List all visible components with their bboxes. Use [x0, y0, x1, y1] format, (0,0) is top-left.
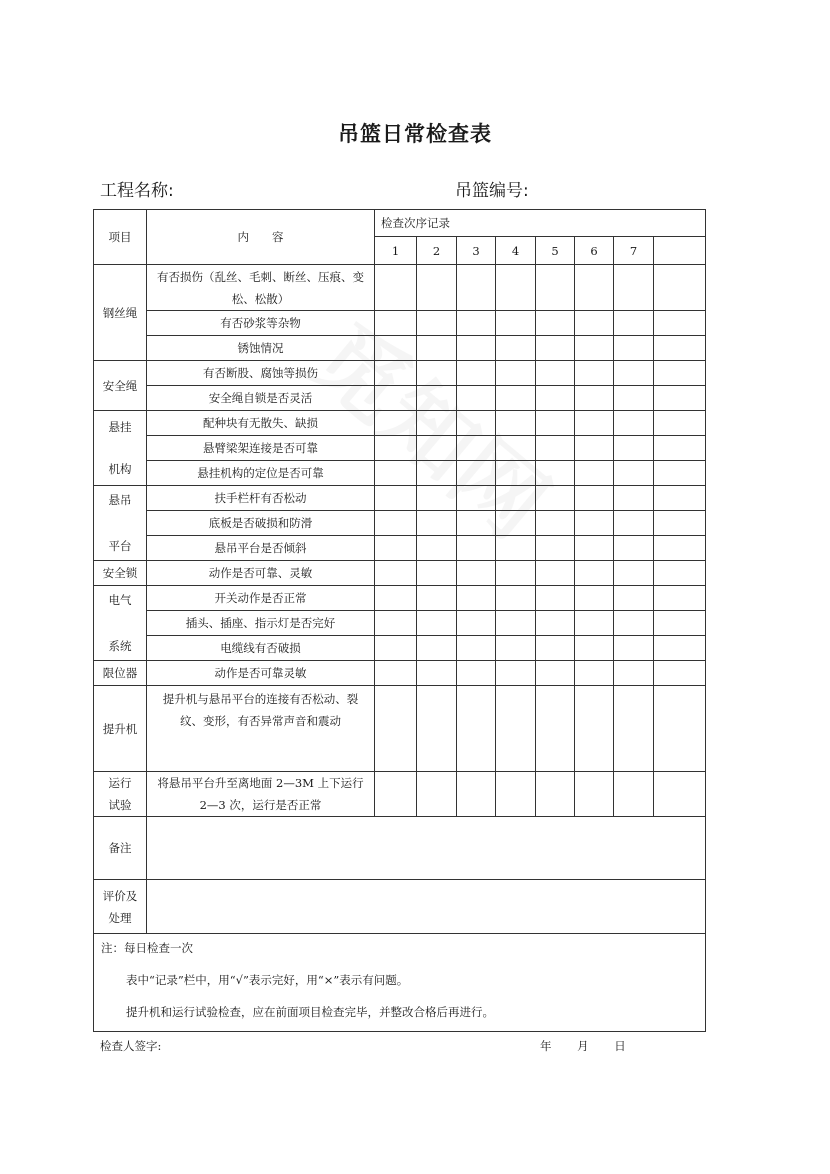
category-limiter: 限位器 [94, 661, 147, 686]
project-name-label: 工程名称: [100, 181, 174, 201]
record-cell[interactable] [417, 411, 457, 436]
record-cell[interactable] [575, 461, 614, 486]
record-cell[interactable] [417, 265, 457, 311]
record-cell[interactable] [375, 511, 417, 536]
record-cell[interactable] [375, 265, 417, 311]
evaluation-label-line2: 处理 [108, 910, 132, 925]
category-electrical [94, 586, 147, 661]
record-cell[interactable] [496, 411, 536, 436]
record-cell[interactable] [417, 561, 457, 586]
record-cell[interactable] [536, 511, 575, 536]
record-cell[interactable] [614, 361, 654, 386]
record-cell[interactable] [496, 265, 536, 311]
record-cell[interactable] [375, 586, 417, 611]
record-cell[interactable] [496, 361, 536, 386]
record-cell[interactable] [536, 461, 575, 486]
category-trial-bottom: 试验 [108, 798, 132, 812]
record-cell[interactable] [375, 336, 417, 361]
check-item: 开关动作是否正常 [147, 586, 375, 611]
record-cell[interactable] [375, 636, 417, 661]
record-cell[interactable] [614, 586, 654, 611]
record-cell[interactable] [496, 611, 536, 636]
check-item: 有否断股、腐蚀等损伤 [147, 361, 375, 386]
record-cell[interactable] [417, 461, 457, 486]
record-number: 7 [614, 237, 654, 265]
category-trial-top: 运行 [108, 776, 132, 790]
remarks-field[interactable] [147, 817, 706, 880]
evaluation-label-line1: 评价及 [102, 888, 138, 903]
date-label: 年 月 日 [540, 1039, 626, 1053]
check-item: 动作是否可靠、灵敏 [147, 561, 375, 586]
record-cell[interactable] [536, 611, 575, 636]
record-cell[interactable] [375, 461, 417, 486]
record-cell[interactable] [496, 561, 536, 586]
category-platform [94, 486, 147, 561]
record-cell[interactable] [575, 511, 614, 536]
category-suspension-top: 悬挂 [108, 420, 132, 434]
record-cell[interactable] [654, 436, 706, 461]
check-item: 将悬吊平台升至离地面 2—3M 上下运行 2—3 次，运行是否正常 [147, 772, 375, 817]
record-cell[interactable] [457, 436, 496, 461]
record-cell[interactable] [575, 611, 614, 636]
record-cell[interactable] [417, 436, 457, 461]
record-number: 2 [417, 237, 457, 265]
record-cell[interactable] [654, 611, 706, 636]
check-item: 插头、插座、指示灯是否完好 [147, 611, 375, 636]
check-item: 悬臂梁架连接是否可靠 [147, 436, 375, 461]
record-cell[interactable] [654, 772, 706, 817]
category-wire-rope: 钢丝绳 [94, 265, 147, 361]
record-cell[interactable] [457, 611, 496, 636]
record-cell[interactable] [536, 561, 575, 586]
record-cell[interactable] [457, 511, 496, 536]
record-cell[interactable] [375, 661, 417, 686]
record-cell[interactable] [575, 386, 614, 411]
category-platform-bottom: 平台 [108, 539, 132, 553]
page-title: 吊篮日常检查表 [338, 122, 492, 146]
record-cell[interactable] [536, 772, 575, 817]
record-cell[interactable] [457, 586, 496, 611]
record-cell[interactable] [575, 536, 614, 561]
notes [94, 934, 706, 1032]
record-cell[interactable] [614, 636, 654, 661]
record-cell[interactable] [457, 636, 496, 661]
record-cell[interactable] [417, 336, 457, 361]
record-cell[interactable] [417, 536, 457, 561]
record-cell[interactable] [496, 661, 536, 686]
basket-number-label: 吊篮编号: [455, 181, 529, 201]
evaluation-label [94, 880, 147, 934]
category-electrical-top: 电气 [108, 593, 132, 607]
record-cell[interactable] [614, 265, 654, 311]
record-cell[interactable] [375, 561, 417, 586]
record-cell[interactable] [496, 311, 536, 336]
record-cell[interactable] [536, 661, 575, 686]
header-content: 内 容 [147, 210, 375, 265]
record-cell[interactable] [417, 636, 457, 661]
record-cell[interactable] [496, 436, 536, 461]
record-cell[interactable] [614, 511, 654, 536]
record-number: 4 [496, 237, 536, 265]
check-item: 配种块有无散失、缺损 [147, 411, 375, 436]
record-cell[interactable] [654, 661, 706, 686]
record-cell[interactable] [575, 661, 614, 686]
record-cell[interactable] [496, 336, 536, 361]
record-cell[interactable] [536, 436, 575, 461]
record-cell[interactable] [654, 536, 706, 561]
record-cell[interactable] [575, 361, 614, 386]
category-platform-top: 悬吊 [108, 493, 132, 507]
record-cell[interactable] [654, 311, 706, 336]
record-cell[interactable] [654, 511, 706, 536]
check-item: 悬吊平台是否倾斜 [147, 536, 375, 561]
record-cell[interactable] [575, 686, 614, 772]
record-cell[interactable] [614, 561, 654, 586]
record-cell[interactable] [575, 561, 614, 586]
record-cell[interactable] [496, 636, 536, 661]
record-cell[interactable] [417, 486, 457, 511]
record-cell[interactable] [417, 611, 457, 636]
header-item: 项目 [94, 210, 147, 265]
record-cell[interactable] [614, 661, 654, 686]
record-cell[interactable] [536, 486, 575, 511]
record-cell[interactable] [496, 486, 536, 511]
record-cell[interactable] [614, 461, 654, 486]
record-cell[interactable] [457, 536, 496, 561]
header-records: 检查次序记录 [375, 210, 706, 237]
record-cell[interactable] [496, 586, 536, 611]
record-number [654, 237, 706, 265]
record-number: 5 [536, 237, 575, 265]
record-cell[interactable] [654, 586, 706, 611]
record-cell[interactable] [614, 611, 654, 636]
record-cell[interactable] [457, 686, 496, 772]
record-cell[interactable] [536, 311, 575, 336]
record-cell[interactable] [575, 411, 614, 436]
record-cell[interactable] [614, 311, 654, 336]
record-cell[interactable] [536, 336, 575, 361]
record-cell[interactable] [654, 486, 706, 511]
record-cell[interactable] [575, 336, 614, 361]
record-cell[interactable] [536, 586, 575, 611]
record-cell[interactable] [375, 486, 417, 511]
record-cell[interactable] [536, 411, 575, 436]
category-electrical-bottom: 系统 [108, 639, 132, 653]
record-cell[interactable] [654, 461, 706, 486]
record-cell[interactable] [536, 361, 575, 386]
record-cell[interactable] [654, 336, 706, 361]
record-cell[interactable] [614, 772, 654, 817]
record-cell[interactable] [375, 686, 417, 772]
inspection-table [93, 209, 706, 1032]
record-cell[interactable] [654, 686, 706, 772]
category-safety-lock: 安全锁 [94, 561, 147, 586]
record-cell[interactable] [575, 311, 614, 336]
check-item: 有否损伤（乱丝、毛刺、断丝、压痕、变松、松散） [147, 265, 375, 311]
record-cell[interactable] [375, 411, 417, 436]
record-cell[interactable] [496, 511, 536, 536]
record-cell[interactable] [375, 772, 417, 817]
record-cell[interactable] [614, 386, 654, 411]
record-cell[interactable] [457, 265, 496, 311]
check-item: 有否砂浆等杂物 [147, 311, 375, 336]
record-cell[interactable] [457, 461, 496, 486]
record-cell[interactable] [375, 536, 417, 561]
record-cell[interactable] [536, 636, 575, 661]
record-cell[interactable] [614, 486, 654, 511]
record-cell[interactable] [375, 361, 417, 386]
record-number: 3 [457, 237, 496, 265]
record-cell[interactable] [575, 436, 614, 461]
record-cell[interactable] [654, 265, 706, 311]
record-cell[interactable] [457, 772, 496, 817]
record-cell[interactable] [496, 772, 536, 817]
record-cell[interactable] [575, 586, 614, 611]
record-cell[interactable] [457, 336, 496, 361]
check-item: 锈蚀情况 [147, 336, 375, 361]
record-cell[interactable] [417, 386, 457, 411]
record-cell[interactable] [375, 386, 417, 411]
record-cell[interactable] [417, 361, 457, 386]
check-item: 动作是否可靠灵敏 [147, 661, 375, 686]
category-suspension-bottom: 机构 [108, 462, 132, 476]
record-cell[interactable] [654, 411, 706, 436]
record-cell[interactable] [496, 461, 536, 486]
record-cell[interactable] [457, 411, 496, 436]
record-cell[interactable] [575, 636, 614, 661]
record-cell[interactable] [575, 265, 614, 311]
note-line: 注：每日检查一次 [101, 941, 193, 955]
record-cell[interactable] [654, 361, 706, 386]
note-line: 提升机和运行试验检查，应在前面项目检查完毕，并整改合格后再进行。 [126, 1005, 494, 1019]
record-cell[interactable] [417, 311, 457, 336]
record-cell[interactable] [457, 311, 496, 336]
record-number: 1 [375, 237, 417, 265]
record-cell[interactable] [375, 436, 417, 461]
inspector-signature-label: 检查人签字: [100, 1039, 162, 1053]
category-safety-rope: 安全绳 [94, 361, 147, 411]
record-cell[interactable] [457, 386, 496, 411]
record-cell[interactable] [375, 611, 417, 636]
record-cell[interactable] [614, 436, 654, 461]
record-cell[interactable] [536, 386, 575, 411]
record-cell[interactable] [614, 411, 654, 436]
record-cell[interactable] [496, 536, 536, 561]
record-cell[interactable] [654, 636, 706, 661]
record-cell[interactable] [375, 311, 417, 336]
record-cell[interactable] [614, 336, 654, 361]
record-cell[interactable] [457, 361, 496, 386]
remarks-label: 备注 [94, 817, 147, 880]
record-cell[interactable] [457, 661, 496, 686]
record-cell[interactable] [417, 511, 457, 536]
record-cell[interactable] [417, 661, 457, 686]
check-item: 提升机与悬吊平台的连接有否松动、裂纹、变形，有否异常声音和震动 [147, 686, 375, 772]
record-cell[interactable] [654, 386, 706, 411]
check-item: 电缆线有否破损 [147, 636, 375, 661]
record-cell[interactable] [457, 561, 496, 586]
check-item: 底板是否破损和防滑 [147, 511, 375, 536]
evaluation-field[interactable] [147, 880, 706, 934]
record-number: 6 [575, 237, 614, 265]
category-suspension [94, 411, 147, 486]
record-cell[interactable] [614, 686, 654, 772]
record-cell[interactable] [575, 486, 614, 511]
category-trial [94, 772, 147, 817]
record-cell[interactable] [417, 586, 457, 611]
record-cell[interactable] [496, 386, 536, 411]
check-item: 悬挂机构的定位是否可靠 [147, 461, 375, 486]
record-cell[interactable] [654, 561, 706, 586]
record-cell[interactable] [536, 265, 575, 311]
record-cell[interactable] [417, 772, 457, 817]
record-cell[interactable] [496, 686, 536, 772]
category-hoist: 提升机 [94, 686, 147, 772]
record-cell[interactable] [457, 486, 496, 511]
record-cell[interactable] [575, 772, 614, 817]
check-item: 扶手栏杆有否松动 [147, 486, 375, 511]
record-cell[interactable] [536, 686, 575, 772]
record-cell[interactable] [614, 536, 654, 561]
note-line: 表中“记录”栏中，用“√”表示完好，用“×”表示有问题。 [126, 973, 409, 987]
record-cell[interactable] [417, 686, 457, 772]
check-item: 安全绳自锁是否灵活 [147, 386, 375, 411]
record-cell[interactable] [536, 536, 575, 561]
